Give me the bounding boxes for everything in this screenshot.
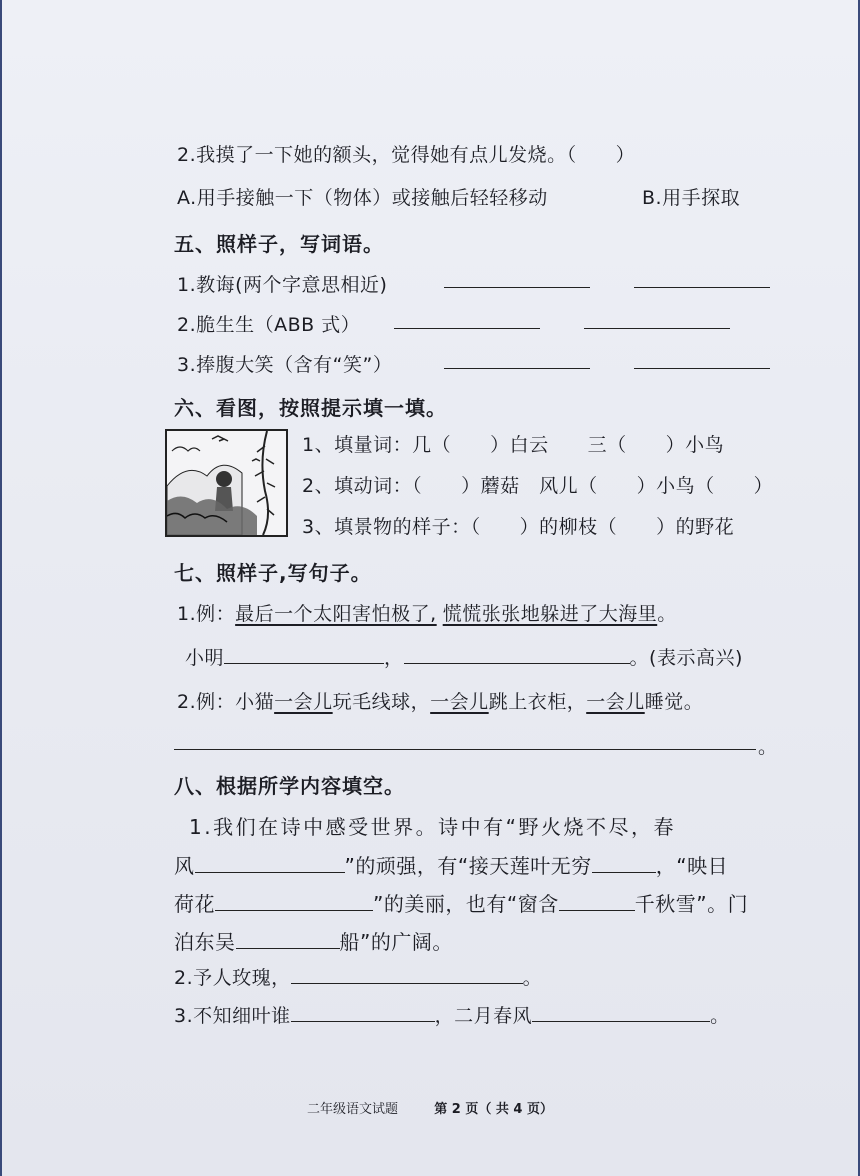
ex2-t1: 玩毛线球， bbox=[332, 691, 431, 713]
p1-blank-1[interactable] bbox=[195, 851, 345, 873]
ans2-end: 。 bbox=[758, 736, 778, 758]
ans1-start: 小明 bbox=[185, 647, 225, 669]
ex1-end: 。 bbox=[657, 603, 677, 625]
q3-c: 。 bbox=[710, 1005, 730, 1027]
sec8-q3 bbox=[174, 1001, 730, 1028]
sec5-item-1: 1.教诲(两个字意思相近) bbox=[177, 274, 388, 296]
sec5-blank-3b[interactable] bbox=[634, 351, 770, 369]
p1-l2c: ，“映日 bbox=[655, 854, 729, 878]
q3-b: ，二月春风 bbox=[434, 1005, 533, 1027]
p1-l3a: 荷花 bbox=[174, 892, 215, 916]
sec5-item-3: 3.捧腹大笑（含有“笑”） bbox=[177, 354, 393, 376]
p1-blank-3[interactable] bbox=[215, 889, 373, 911]
p1-l4a: 泊东吴 bbox=[174, 930, 236, 954]
p1-l2b: ”的顽强，有“接天莲叶无穷 bbox=[344, 854, 592, 878]
sec6-line-3: 3、填景物的样子：（ ）的柳枝（ ）的野花 bbox=[302, 516, 735, 538]
q3-blank-1[interactable] bbox=[291, 1001, 435, 1022]
ex2-u3: 一会儿 bbox=[586, 691, 645, 713]
p1-l3c: 千秋雪”。门 bbox=[634, 892, 749, 916]
sec6-line-2: 2、填动词：（ ）蘑菇 风儿（ ）小鸟（ ） bbox=[302, 475, 774, 497]
q3-blank-2[interactable] bbox=[532, 1001, 710, 1022]
sec5-blank-3a[interactable] bbox=[444, 351, 590, 369]
option-a: A.用手接触一下（物体）或接触后轻轻移动 bbox=[177, 187, 548, 209]
ex1-clause-b: 慌慌张张地躲进了大海里 bbox=[442, 603, 658, 625]
p1-blank-4[interactable] bbox=[559, 889, 635, 911]
p1-blank-2[interactable] bbox=[592, 851, 656, 873]
ex2-t3: 睡觉。 bbox=[644, 691, 704, 713]
sec5-blank-1a[interactable] bbox=[444, 270, 590, 288]
ex2-u2: 一会儿 bbox=[430, 691, 489, 713]
sec8-p1-line4 bbox=[174, 926, 453, 955]
ans2-blank[interactable] bbox=[174, 732, 756, 750]
sec6-line-1: 1、填量词：几（ ）白云 三（ ）小鸟 bbox=[302, 434, 725, 456]
q3-a: 3.不知细叶谁 bbox=[174, 1005, 291, 1027]
p1-l2a: 风 bbox=[174, 854, 195, 878]
section-7-title: 七、照样子,写句子。 bbox=[174, 561, 372, 585]
sec5-blank-2a[interactable] bbox=[394, 311, 540, 329]
sec8-p1-line1: 1.我们在诗中感受世界。诗中有“野火烧不尽，春 bbox=[189, 815, 676, 839]
sec5-item-2: 2.脆生生（ABB 式） bbox=[177, 314, 361, 336]
sec8-q2 bbox=[174, 963, 542, 990]
sec7-example-2 bbox=[177, 687, 703, 714]
page-footer bbox=[2, 1098, 858, 1117]
ex1-prefix: 1.例： bbox=[177, 603, 236, 625]
sec5-blank-1b[interactable] bbox=[634, 270, 770, 288]
p1-l4b: 船”的广阔。 bbox=[339, 930, 453, 954]
ex2-u1: 一会儿 bbox=[274, 691, 333, 713]
ex2-t2: 跳上衣柜， bbox=[488, 691, 587, 713]
exam-page bbox=[2, 0, 858, 1176]
scene-illustration bbox=[165, 429, 288, 537]
footer-subject: 二年级语文试题 bbox=[306, 1102, 398, 1117]
ex2-prefix: 2.例：小猫 bbox=[177, 691, 275, 713]
scene-drawing bbox=[167, 431, 286, 535]
sec8-p1-line3 bbox=[174, 888, 748, 917]
p1-blank-5[interactable] bbox=[236, 927, 340, 949]
q2-a: 2.予人玫瑰， bbox=[174, 967, 291, 989]
footer-page-number: 第 2 页（ 共 4 页） bbox=[434, 1102, 554, 1117]
sec8-p1-line2 bbox=[174, 850, 728, 879]
ans1-end: 。(表示高兴) bbox=[629, 647, 743, 669]
sec5-blank-2b[interactable] bbox=[584, 311, 730, 329]
section-5-title: 五、照样子，写词语。 bbox=[174, 232, 384, 256]
ans1-blank-b[interactable] bbox=[404, 643, 630, 664]
section-6-title: 六、看图，按照提示填一填。 bbox=[174, 396, 447, 420]
ex1-clause-a: 最后一个太阳害怕极了, bbox=[235, 603, 437, 625]
sec7-answer-1 bbox=[185, 643, 743, 670]
option-b: B.用手探取 bbox=[642, 187, 741, 209]
q2-blank[interactable] bbox=[291, 963, 523, 984]
section-8-title: 八、根据所学内容填空。 bbox=[174, 774, 405, 798]
p1-l3b: ”的美丽，也有“窗含 bbox=[373, 892, 559, 916]
ans1-blank-a[interactable] bbox=[224, 643, 384, 664]
sec7-example-1 bbox=[177, 599, 677, 626]
question-2: 2.我摸了一下她的额头，觉得她有点儿发烧。（ ） bbox=[177, 144, 636, 166]
q2-b: 。 bbox=[522, 967, 543, 989]
ans1-mid: ， bbox=[384, 647, 404, 669]
